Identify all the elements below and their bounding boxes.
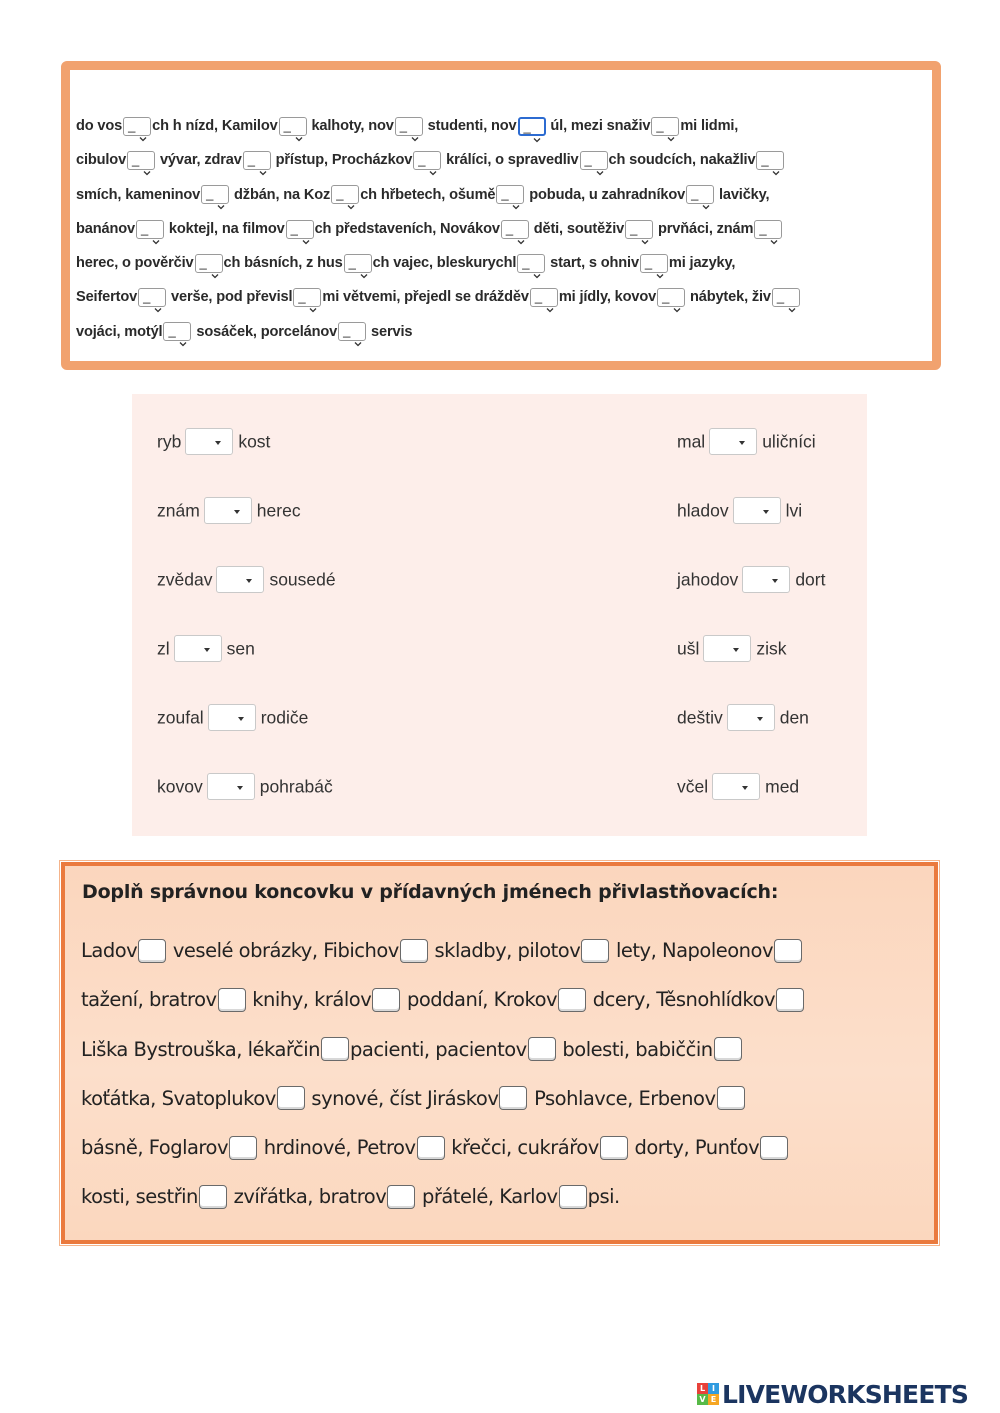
ending-input-box[interactable] xyxy=(559,1185,587,1209)
dropdown-placeholder: _ xyxy=(644,254,653,270)
dropdown-placeholder: _ xyxy=(128,117,136,133)
sentence-text: křečci, cukrářov xyxy=(445,1136,599,1160)
sentence-text: kalhoty, nov xyxy=(307,118,394,135)
sentence-text: koťátka, Svatoplukov xyxy=(81,1086,276,1110)
noun-text: herec xyxy=(256,500,301,521)
liveworksheets-logo-icon xyxy=(697,1383,719,1405)
sentence-text: ch básních, z hus xyxy=(223,255,343,272)
dropdown-placeholder: _ xyxy=(522,254,530,270)
chevron-down-icon xyxy=(360,259,368,267)
sentence-text: králíci, o spravedliv xyxy=(442,152,579,169)
ending-dropdown[interactable] xyxy=(772,288,800,307)
sentence-text: džbán, na Koz xyxy=(230,186,331,203)
sentence-text: dorty, Punťov xyxy=(628,1136,760,1160)
sentence-text: pobuda, u zahradníkov xyxy=(525,186,686,203)
word-stem: včel xyxy=(677,776,709,797)
noun-text: pohrabáč xyxy=(259,776,333,797)
dropdown-placeholder: _ xyxy=(584,151,592,167)
sentence-text: Ladov xyxy=(81,939,138,962)
chevron-down-icon xyxy=(429,156,437,164)
word-pair-left xyxy=(157,495,301,523)
sentence-text: do vos xyxy=(76,118,123,135)
ending-dropdown[interactable] xyxy=(413,151,441,170)
sentence-text: synové, číst Jiráskov xyxy=(305,1086,499,1110)
word-pair-left xyxy=(157,564,336,592)
chevron-down-icon xyxy=(154,293,162,301)
logo-tile: L xyxy=(697,1383,708,1394)
noun-text: sen xyxy=(226,638,255,659)
dropdown-placeholder: _ xyxy=(662,289,670,305)
ending-dropdown[interactable] xyxy=(174,635,222,662)
chevron-down-icon xyxy=(295,122,303,130)
sentence-text: lety, Napoleonov xyxy=(610,939,773,962)
sentence-text: přístup, Procházkov xyxy=(271,152,413,169)
ending-input-box[interactable] xyxy=(138,939,166,963)
word-pair-right xyxy=(677,771,799,799)
chevron-down-icon xyxy=(259,156,267,164)
sentence-text: ch představeních, Novákov xyxy=(314,221,500,238)
sentence-text: verše, pod převisl xyxy=(167,289,293,306)
chevron-down-icon xyxy=(411,122,419,130)
ending-dropdown[interactable] xyxy=(501,220,529,239)
ending-input-box[interactable] xyxy=(528,1037,556,1061)
ending-input-box[interactable] xyxy=(776,988,804,1012)
exercise-3-line xyxy=(81,1171,931,1220)
sentence-text: prvňáci, znám xyxy=(654,221,754,238)
noun-text: rodiče xyxy=(260,707,309,728)
ending-dropdown[interactable] xyxy=(518,117,546,136)
ending-dropdown[interactable] xyxy=(163,322,191,341)
word-stem: zvědav xyxy=(157,569,213,590)
dropdown-placeholder: _ xyxy=(290,220,298,236)
ending-dropdown[interactable] xyxy=(207,773,255,800)
chevron-down-icon xyxy=(641,225,649,233)
sentence-text: vojáci, motýl xyxy=(76,323,163,340)
sentence-text: vývar, zdrav xyxy=(156,152,242,169)
sentence-text: ch soudcích, nakažliv xyxy=(608,152,756,169)
dropdown-placeholder: _ xyxy=(343,323,351,339)
ending-input-box[interactable] xyxy=(218,988,246,1012)
word-pair-left xyxy=(157,633,255,661)
dropdown-placeholder: _ xyxy=(630,220,638,236)
word-stem: ušl xyxy=(677,638,700,659)
sentence-text: veselé obrázky, Fibichov xyxy=(167,939,399,962)
word-pair-left xyxy=(157,702,308,730)
chevron-down-icon xyxy=(673,293,681,301)
sentence-text: herec, o pověrčiv xyxy=(76,255,194,272)
word-stem: jahodov xyxy=(677,569,739,590)
ending-dropdown[interactable] xyxy=(293,288,321,307)
word-stem: znám xyxy=(157,500,200,521)
sentence-text: přátelé, Karlov xyxy=(416,1185,558,1209)
noun-text: zisk xyxy=(756,638,787,659)
exercise-3-title: Doplň správnou koncovku v přídavných jménech přivlastňovacích: xyxy=(82,881,779,903)
sentence-text: poddaní, Krokov xyxy=(401,988,558,1012)
sentence-text: smích, kameninov xyxy=(76,186,201,203)
caret-down-icon xyxy=(742,786,748,790)
exercise-1-line xyxy=(76,212,936,246)
ending-dropdown[interactable] xyxy=(496,185,524,204)
ending-input-box[interactable] xyxy=(717,1086,745,1110)
exercise-3-text xyxy=(81,925,931,1221)
word-stem: zoufal xyxy=(157,707,204,728)
chevron-down-icon xyxy=(770,225,778,233)
sentence-text: lavičky, xyxy=(715,186,770,203)
ending-input-box[interactable] xyxy=(417,1136,445,1160)
exercise-1-line xyxy=(76,109,936,143)
dropdown-placeholder: _ xyxy=(505,220,513,236)
ending-dropdown[interactable] xyxy=(756,151,784,170)
chevron-down-icon xyxy=(596,156,604,164)
word-stem: kovov xyxy=(157,776,203,797)
noun-text: den xyxy=(779,707,809,728)
sentence-text: servis xyxy=(367,323,413,340)
chevron-down-icon xyxy=(772,156,780,164)
ending-dropdown[interactable] xyxy=(640,254,668,273)
sentence-text: mi lidmi, xyxy=(680,118,739,135)
sentence-text: Psohlavce, Erbenov xyxy=(528,1086,716,1110)
chevron-down-icon xyxy=(533,259,541,267)
ending-dropdown[interactable] xyxy=(703,635,751,662)
sentence-text: start, s ohniv xyxy=(546,255,639,272)
dropdown-placeholder: _ xyxy=(534,289,542,305)
exercise-1-line xyxy=(76,246,936,280)
exercise-3-line xyxy=(81,1122,931,1171)
chevron-down-icon xyxy=(302,225,310,233)
ending-input-box[interactable] xyxy=(400,939,428,963)
chevron-down-icon xyxy=(152,225,160,233)
chevron-down-icon xyxy=(139,122,147,130)
ending-dropdown[interactable] xyxy=(344,254,372,273)
chevron-down-icon xyxy=(211,259,219,267)
ending-dropdown[interactable] xyxy=(204,497,252,524)
sentence-text: dcery, Těsnohlídkov xyxy=(587,988,775,1012)
ending-dropdown[interactable] xyxy=(127,151,155,170)
caret-down-icon xyxy=(733,648,739,652)
dropdown-placeholder: _ xyxy=(247,151,255,167)
ending-dropdown[interactable] xyxy=(286,220,314,239)
chevron-down-icon xyxy=(143,156,151,164)
caret-down-icon xyxy=(238,717,244,721)
dropdown-placeholder: _ xyxy=(759,220,767,236)
sentence-text: básně, Foglarov xyxy=(81,1136,228,1160)
dropdown-placeholder: _ xyxy=(140,220,149,236)
ending-dropdown[interactable] xyxy=(686,185,714,204)
ending-dropdown[interactable] xyxy=(185,428,233,455)
word-stem: mal xyxy=(677,431,706,452)
caret-down-icon xyxy=(237,786,243,790)
ending-input-box[interactable] xyxy=(499,1086,527,1110)
dropdown-placeholder: _ xyxy=(656,117,664,133)
chevron-down-icon xyxy=(533,123,541,131)
sentence-text: ch h nízd, Kamilov xyxy=(152,118,278,135)
chevron-down-icon xyxy=(667,122,675,130)
sentence-text: cibulov xyxy=(76,152,127,169)
caret-down-icon xyxy=(757,717,763,721)
ending-dropdown[interactable] xyxy=(216,566,264,593)
chevron-down-icon xyxy=(309,293,317,301)
ending-dropdown[interactable] xyxy=(243,151,271,170)
sentence-text: pacienti, pacientov xyxy=(350,1037,527,1061)
ending-input-box[interactable] xyxy=(558,988,586,1012)
dropdown-placeholder: _ xyxy=(523,118,531,134)
ending-dropdown[interactable] xyxy=(742,566,790,593)
ending-dropdown[interactable] xyxy=(279,117,307,136)
noun-text: dort xyxy=(795,569,826,590)
ending-input-box[interactable] xyxy=(229,1136,257,1160)
caret-down-icon xyxy=(739,441,745,445)
liveworksheets-logo-text: LIVEWORKSHEETS xyxy=(722,1379,969,1409)
chevron-down-icon xyxy=(702,190,710,198)
dropdown-placeholder: _ xyxy=(399,117,407,133)
word-pair-right xyxy=(677,702,809,730)
sentence-text: úl, mezi snaživ xyxy=(546,118,651,135)
ending-dropdown[interactable] xyxy=(208,704,256,731)
sentence-text: mi větvemi, přejedl se drážděv xyxy=(322,289,529,306)
exercise-1-text xyxy=(76,109,936,349)
caret-down-icon xyxy=(204,648,210,652)
chevron-down-icon xyxy=(517,225,525,233)
dropdown-placeholder: _ xyxy=(418,151,426,167)
word-pair-right xyxy=(677,564,825,592)
dropdown-placeholder: _ xyxy=(206,186,214,202)
dropdown-placeholder: _ xyxy=(298,289,306,305)
word-stem: zl xyxy=(157,638,170,659)
caret-down-icon xyxy=(234,510,240,514)
caret-down-icon xyxy=(246,579,252,583)
ending-input-box[interactable] xyxy=(581,939,609,963)
chevron-down-icon xyxy=(788,293,796,301)
chevron-down-icon xyxy=(347,190,355,198)
dropdown-placeholder: _ xyxy=(143,289,151,305)
dropdown-placeholder: _ xyxy=(336,186,344,202)
ending-dropdown[interactable] xyxy=(754,220,782,239)
noun-text: kost xyxy=(238,431,271,452)
exercise-1-line xyxy=(76,280,936,314)
sentence-text: banánov xyxy=(76,221,135,238)
ending-dropdown[interactable] xyxy=(651,117,679,136)
ending-dropdown[interactable] xyxy=(580,151,608,170)
sentence-text: tažení, bratrov xyxy=(81,988,217,1012)
sentence-text: koktejl, na filmov xyxy=(164,221,285,238)
ending-input-box[interactable] xyxy=(372,988,400,1012)
chevron-down-icon xyxy=(217,190,225,198)
dropdown-placeholder: _ xyxy=(776,289,784,305)
exercise-3-panel xyxy=(61,862,938,1244)
sentence-text: ch vajec, bleskurychl xyxy=(372,255,517,272)
ending-dropdown[interactable] xyxy=(530,288,558,307)
dropdown-placeholder: _ xyxy=(691,186,699,202)
ending-dropdown[interactable] xyxy=(517,254,545,273)
word-stem: hladov xyxy=(677,500,729,521)
ending-input-box[interactable] xyxy=(600,1136,628,1160)
dropdown-placeholder: _ xyxy=(132,151,140,167)
caret-down-icon xyxy=(763,510,769,514)
ending-dropdown[interactable] xyxy=(657,288,685,307)
sentence-text: knihy, králov xyxy=(246,988,372,1012)
ending-input-box[interactable] xyxy=(714,1037,742,1061)
sentence-text: mi jídly, kovov xyxy=(558,289,657,306)
ending-dropdown[interactable] xyxy=(201,185,229,204)
word-pair-left xyxy=(157,771,333,799)
ending-dropdown[interactable] xyxy=(712,773,760,800)
ending-dropdown[interactable] xyxy=(338,322,366,341)
word-pair-right xyxy=(677,495,802,523)
noun-text: sousedé xyxy=(269,569,336,590)
logo-tile: V xyxy=(697,1394,708,1405)
exercise-3-line xyxy=(81,1073,931,1122)
noun-text: med xyxy=(765,776,800,797)
chevron-down-icon xyxy=(512,190,520,198)
caret-down-icon xyxy=(772,579,778,583)
word-stem: ryb xyxy=(157,431,182,452)
sentence-text: skladby, pilotov xyxy=(428,939,581,962)
ending-dropdown[interactable] xyxy=(123,117,151,136)
ending-input-box[interactable] xyxy=(760,1136,788,1160)
chevron-down-icon xyxy=(179,327,187,335)
ending-input-box[interactable] xyxy=(277,1086,305,1110)
sentence-text: nábytek, živ xyxy=(686,289,771,306)
ending-dropdown[interactable] xyxy=(625,220,653,239)
sentence-text: hrdinové, Petrov xyxy=(258,1136,416,1160)
exercise-1-line xyxy=(76,143,936,177)
ending-dropdown[interactable] xyxy=(709,428,757,455)
logo-tile: I xyxy=(708,1383,719,1394)
word-pair-left xyxy=(157,426,270,454)
noun-text: uličníci xyxy=(762,431,816,452)
sentence-text: psi. xyxy=(587,1185,620,1209)
caret-down-icon xyxy=(215,441,221,445)
sentence-text: Seifertov xyxy=(76,289,138,306)
chevron-down-icon xyxy=(546,293,554,301)
sentence-text: mi jazyky, xyxy=(668,255,736,272)
exercise-1-panel xyxy=(61,61,941,370)
logo-tile: E xyxy=(708,1394,719,1405)
dropdown-placeholder: _ xyxy=(168,323,176,339)
liveworksheets-logo xyxy=(697,1378,968,1410)
exercise-1-line xyxy=(76,178,936,212)
exercise-3-line xyxy=(81,1024,931,1073)
ending-dropdown[interactable] xyxy=(138,288,166,307)
word-stem: deštiv xyxy=(677,707,723,728)
dropdown-placeholder: _ xyxy=(283,117,291,133)
dropdown-placeholder: _ xyxy=(199,254,207,270)
exercise-1-line xyxy=(76,315,936,349)
noun-text: lvi xyxy=(785,500,803,521)
ending-dropdown[interactable] xyxy=(195,254,223,273)
sentence-text: zvířátka, bratrov xyxy=(227,1185,387,1209)
ending-input-box[interactable] xyxy=(199,1185,227,1209)
ending-input-box[interactable] xyxy=(387,1185,415,1209)
dropdown-placeholder: _ xyxy=(761,151,769,167)
word-pair-right xyxy=(677,426,816,454)
ending-dropdown[interactable] xyxy=(395,117,423,136)
ending-dropdown[interactable] xyxy=(733,497,781,524)
sentence-text: děti, soutěživ xyxy=(529,221,625,238)
sentence-text: ch hřbetech, ošumě xyxy=(360,186,496,203)
dropdown-placeholder: _ xyxy=(501,186,509,202)
sentence-text: Liška Bystrouška, lékařčin xyxy=(81,1037,320,1061)
chevron-down-icon xyxy=(656,259,664,267)
word-pair-right xyxy=(677,633,787,661)
dropdown-placeholder: _ xyxy=(348,254,356,270)
sentence-text: studenti, nov xyxy=(423,118,517,135)
sentence-text: sosáček, porcelánov xyxy=(192,323,338,340)
ending-input-box[interactable] xyxy=(321,1037,349,1061)
ending-input-box[interactable] xyxy=(774,939,802,963)
exercise-3-line xyxy=(81,974,931,1023)
ending-dropdown[interactable] xyxy=(331,185,359,204)
exercise-2-panel xyxy=(132,394,867,836)
sentence-text: kosti, sestřin xyxy=(81,1185,198,1209)
sentence-text: bolesti, babiččin xyxy=(556,1037,713,1061)
ending-dropdown[interactable] xyxy=(136,220,164,239)
chevron-down-icon xyxy=(354,327,362,335)
exercise-3-line xyxy=(81,925,931,974)
ending-dropdown[interactable] xyxy=(727,704,775,731)
